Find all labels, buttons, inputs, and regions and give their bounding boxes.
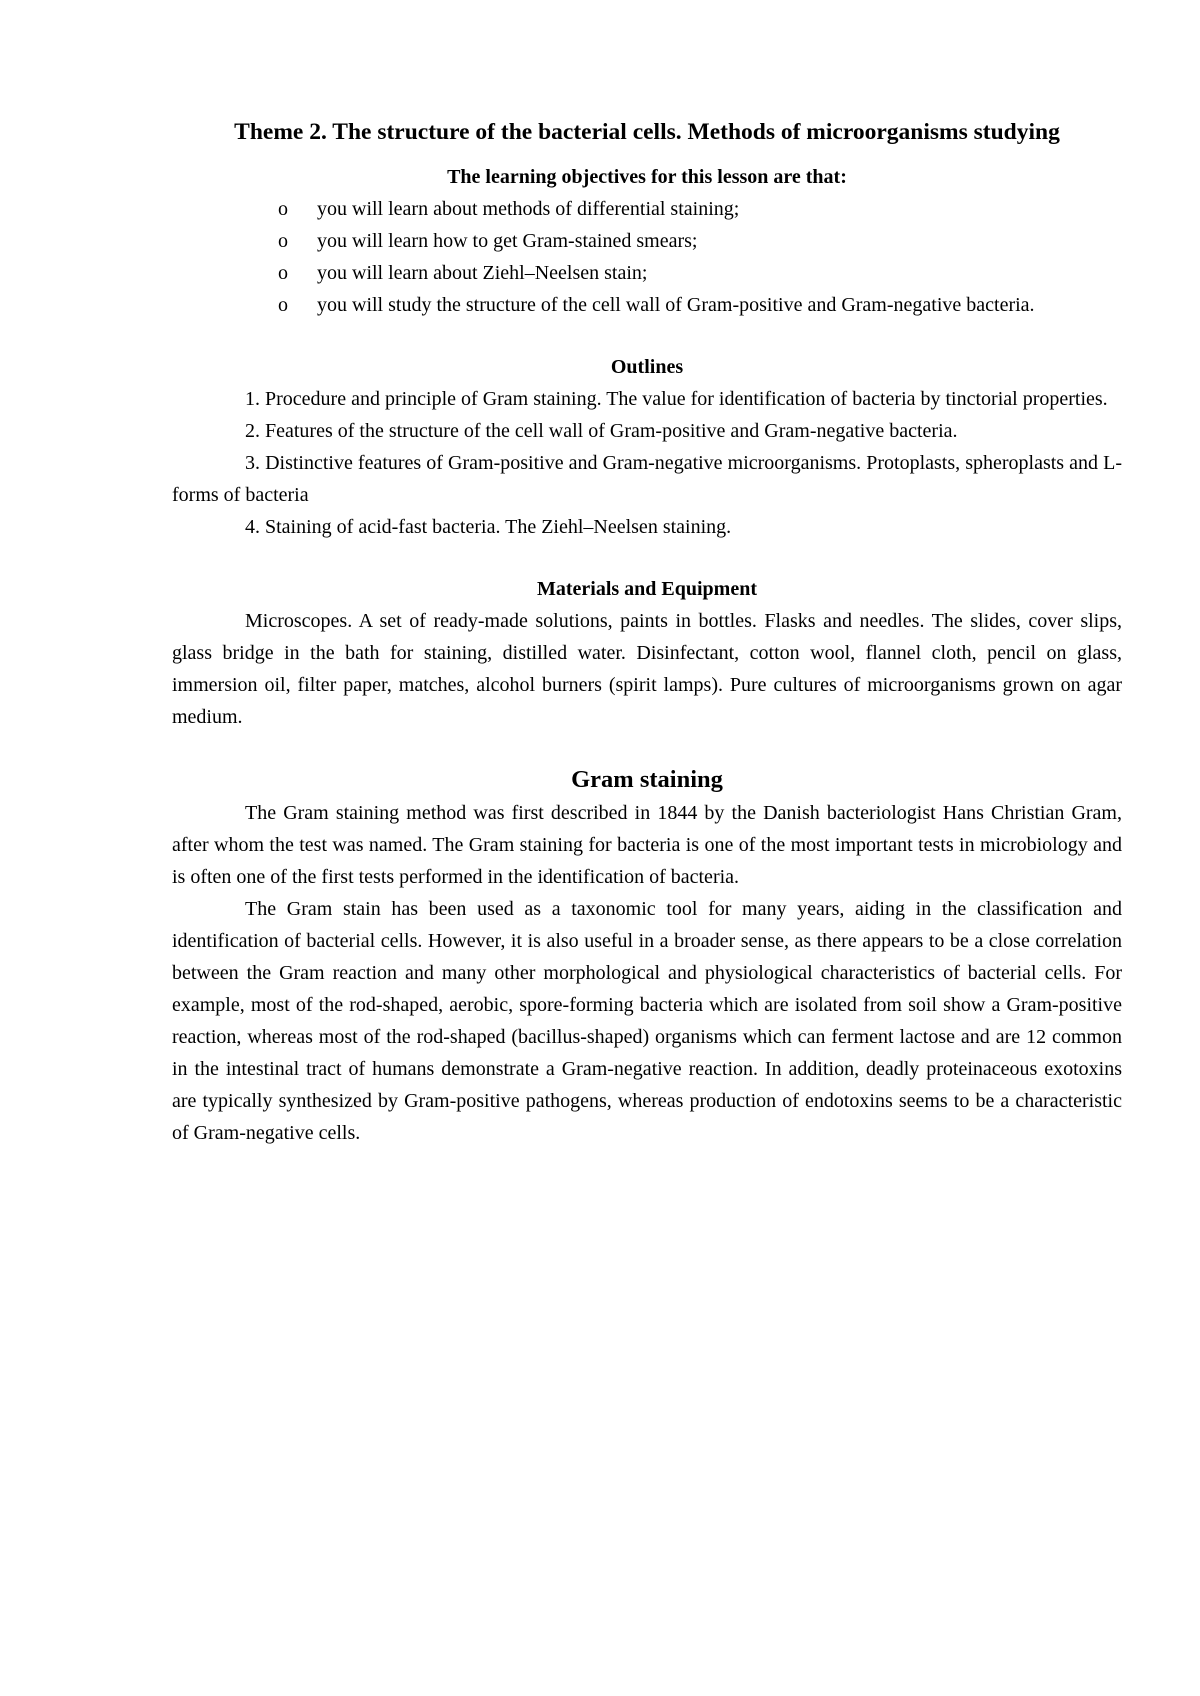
gram-paragraph: The Gram stain has been used as a taxonomic tool for many years, aiding in the classification and identification of bacterial cells. However, it is also useful in a broader sense, as there appears to be a close correlation between the Gram reaction and many other morphological and physiological characteristics of bacterial cells. For example, most of the rod-shaped, aerobic, spore-forming bacteria which are isolated from soil show a Gram-positive reaction, whereas most of the rod-shaped (bacillus-shaped) organisms which can ferment lactose and are 12 common in the intestinal tract of humans demonstrate a Gram-negative reaction. In addition, deadly proteinaceous exotoxins are typically synthesized by Gram-positive pathogens, whereas production of endotoxins seems to be a characteristic of Gram-negative cells. bbox=[172, 898, 1122, 1144]
outlines-heading: Outlines bbox=[610, 356, 684, 378]
objective-item bbox=[172, 193, 1122, 225]
outline-item: 2. Features of the structure of the cell wall of Gram-positive and Gram-negative bacteria. bbox=[245, 420, 958, 442]
document-content bbox=[172, 115, 1122, 1149]
bullet-marker: o bbox=[278, 262, 288, 284]
materials-heading: Materials and Equipment bbox=[536, 578, 758, 600]
outline-item: 3. Distinctive features of Gram-positive and Gram-negative microorganisms. Protoplasts, spheroplasts and L-forms of bacteria bbox=[172, 452, 1122, 506]
bullet-marker: o bbox=[278, 198, 288, 220]
materials-paragraph: Microscopes. A set of ready-made solutions, paints in bottles. Flasks and needles. The slides, cover slips, glass bridge in the bath for staining, distilled water. Disinfectant, cotton wool, flannel cloth, pencil on glass, immersion oil, filter paper, matches, alcohol burners (spirit lamps). Pure cultures of microorganisms grown on agar medium. bbox=[172, 610, 1122, 728]
objective-item bbox=[172, 289, 1122, 321]
objective-item bbox=[172, 257, 1122, 289]
bullet-marker: o bbox=[278, 294, 288, 316]
objective-item bbox=[172, 225, 1122, 257]
objective-text: you will learn about Ziehl–Neelsen stain; bbox=[317, 262, 648, 284]
outline-item: 4. Staining of acid-fast bacteria. The Ziehl–Neelsen staining. bbox=[245, 516, 732, 538]
objective-text: you will learn about methods of differential staining; bbox=[317, 198, 740, 220]
document-title: Theme 2. The structure of the bacterial cells. Methods of microorganisms studying bbox=[234, 119, 1060, 145]
objectives-list bbox=[172, 193, 1122, 321]
bullet-marker: o bbox=[278, 230, 288, 252]
gram-paragraph: The Gram staining method was first described in 1844 by the Danish bacteriologist Hans Christian Gram, after whom the test was named. The Gram staining for bacteria is one of the most important tests in microbiology and is often one of the first tests performed in the identification of bacteria. bbox=[172, 802, 1122, 888]
objective-text: you will study the structure of the cell wall of Gram-positive and Gram-negative bacteria. bbox=[317, 294, 1035, 316]
objectives-heading: The learning objectives for this lesson are that: bbox=[447, 166, 847, 188]
outline-item: 1. Procedure and principle of Gram staining. The value for identification of bacteria by tinctorial properties. bbox=[245, 388, 1108, 410]
objective-text: you will learn how to get Gram-stained smears; bbox=[317, 230, 698, 252]
gram-staining-heading: Gram staining bbox=[571, 766, 723, 793]
